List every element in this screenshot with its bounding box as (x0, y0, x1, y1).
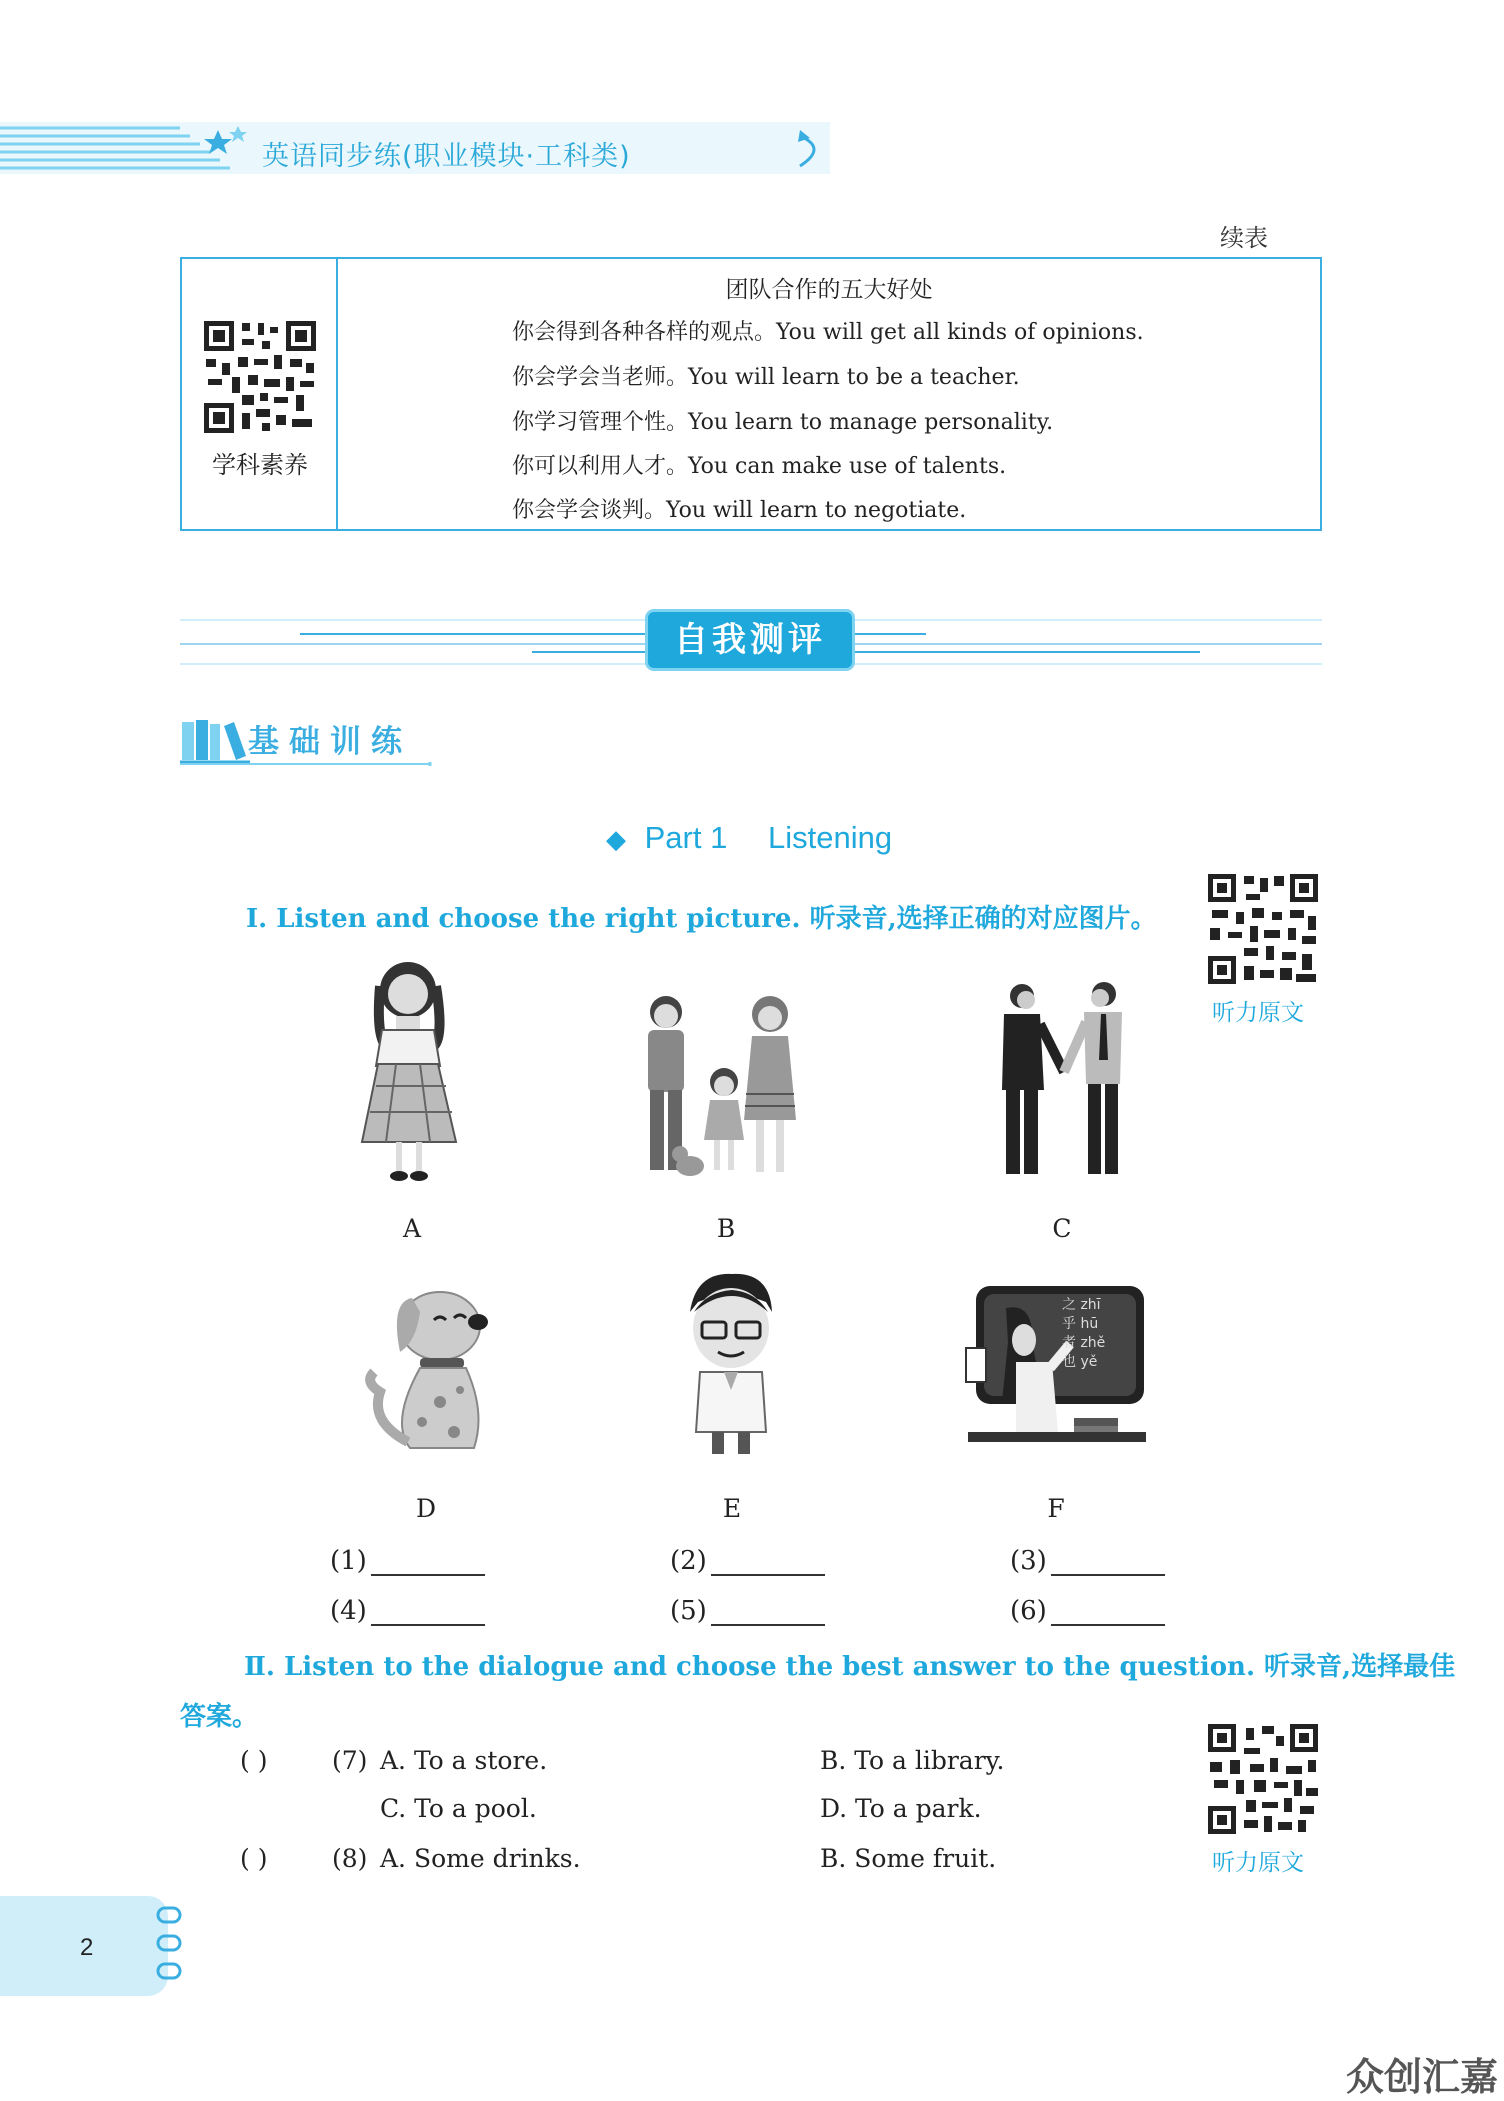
culture-line: 你会得到各种各样的观点。You will get all kinds of opinions. (512, 320, 1144, 345)
blank-line[interactable] (1051, 1598, 1165, 1626)
answer-paren[interactable]: ( ) (240, 1746, 268, 1775)
part-title: Listening (767, 820, 893, 855)
picture-label: E (722, 1494, 742, 1523)
picture-c-handshake (982, 980, 1142, 1180)
picture-e-doctor (676, 1272, 786, 1462)
picture-label: D (415, 1494, 437, 1523)
option-c: C. To a pool. (380, 1794, 537, 1823)
answer-blank-5[interactable] (670, 1596, 825, 1626)
section2-instruction: Ⅱ. Listen to the dialogue and choose the best answer to the question. 听录音,选择最佳 (244, 1652, 1456, 1682)
qr-caption: 听力原文 (1212, 1850, 1304, 1876)
page-number: 2 (80, 1934, 94, 1961)
culture-line: 你会学会谈判。You will learn to negotiate. (512, 498, 967, 523)
culture-line: 你可以利用人才。You can make use of talents. (512, 454, 1007, 479)
blank-number: (3) (1010, 1546, 1047, 1576)
chalkboard-line: 乎 hū (1062, 1316, 1099, 1332)
answer-blank-1[interactable] (330, 1546, 485, 1576)
blank-line[interactable] (371, 1548, 485, 1576)
basic-training-title: 基础训练 (248, 724, 412, 760)
culture-box (180, 257, 1322, 531)
option-d: D. To a park. (820, 1794, 982, 1823)
continued-label: 续表 (1220, 224, 1268, 252)
self-test-badge: 自我测评 (648, 612, 852, 668)
blank-number: (2) (670, 1546, 707, 1576)
answer-blank-3[interactable] (1010, 1546, 1165, 1576)
qr-caption: 听力原文 (1212, 1000, 1304, 1026)
option-b: B. Some fruit. (820, 1844, 997, 1873)
culture-line: 你学习管理个性。You learn to manage personality. (512, 410, 1054, 435)
chalkboard-text (1062, 1296, 1105, 1372)
picture-a-girl (356, 946, 466, 1182)
watermark: 众创汇嘉 (1346, 2055, 1499, 2099)
chalkboard-line: 也 yě (1062, 1354, 1098, 1370)
part-heading (606, 820, 892, 856)
picture-label: B (716, 1214, 736, 1243)
blank-number: (1) (330, 1546, 367, 1576)
diamond-icon: ◆ (606, 824, 626, 854)
blank-line[interactable] (711, 1548, 825, 1576)
picture-b-family (632, 990, 812, 1182)
culture-heading: 团队合作的五大好处 (725, 277, 933, 303)
option-b: B. To a library. (820, 1746, 1005, 1775)
culture-line: 你会学会当老师。You will learn to be a teacher. (512, 365, 1020, 390)
picture-d-dog (350, 1272, 510, 1462)
books-icon (180, 716, 250, 764)
blank-number: (5) (670, 1596, 707, 1626)
section2-instruction-cont: 答案。 (180, 1702, 259, 1732)
binding-rings-icon (154, 1904, 184, 1988)
answer-blank-6[interactable] (1010, 1596, 1165, 1626)
blank-number: (6) (1010, 1596, 1047, 1626)
blank-number: (4) (330, 1596, 367, 1626)
blank-line[interactable] (711, 1598, 825, 1626)
basic-training-underline (180, 762, 434, 772)
header-title: 英语同步练(职业模块·工科类) (262, 141, 631, 172)
section1-instruction: Ⅰ. Listen and choose the right picture. 听录音,选择正确的对应图片。 (246, 904, 1157, 934)
qr-code-icon[interactable] (1206, 1722, 1320, 1836)
qr-code-icon[interactable] (202, 319, 318, 435)
picture-f-teacher (962, 1282, 1150, 1462)
answer-paren[interactable]: ( ) (240, 1844, 268, 1873)
option-a: A. To a store. (380, 1746, 548, 1775)
picture-label: F (1047, 1494, 1065, 1523)
culture-left-cell (182, 259, 338, 529)
question-number: (7) (332, 1746, 368, 1775)
answer-blank-4[interactable] (330, 1596, 485, 1626)
blank-line[interactable] (371, 1598, 485, 1626)
culture-label: 学科素养 (212, 451, 308, 479)
chalkboard-line: 之 zhī (1062, 1297, 1101, 1313)
chalkboard-line: 者 zhě (1062, 1335, 1106, 1351)
picture-label: C (1052, 1214, 1072, 1243)
chalkboard-drawing (962, 1282, 1150, 1462)
option-a: A. Some drinks. (380, 1844, 581, 1873)
answer-blank-2[interactable] (670, 1546, 825, 1576)
question-number: (8) (332, 1844, 368, 1873)
picture-label: A (402, 1214, 422, 1243)
blank-line[interactable] (1051, 1548, 1165, 1576)
qr-code-icon[interactable] (1206, 872, 1320, 986)
part-number: Part 1 (644, 820, 728, 855)
